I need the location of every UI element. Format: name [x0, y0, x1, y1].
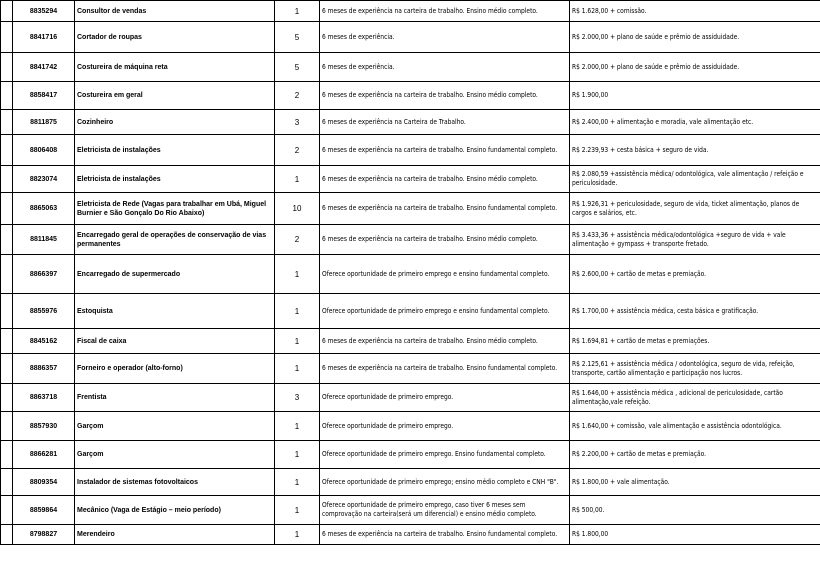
job-title-cell: Estoquista	[75, 294, 275, 329]
table-row	[1, 22, 820, 53]
job-title-cell: Forneiro e operador (alto-forno)	[75, 354, 275, 384]
salary-benefits-cell: R$ 2.000,00 + plano de saúde e prêmio de assiduidade.	[570, 22, 820, 53]
job-code-cell: 8857930	[13, 412, 75, 441]
salary-benefits-cell: R$ 2.080,59 +assistência médica/ odontológica, vale alimentação / refeição e periculosidade.	[570, 166, 820, 193]
requirements-cell: 6 meses de experiência na carteira de trabalho. Ensino fundamental completo.	[320, 354, 570, 384]
vacancy-count-cell: 2	[275, 225, 320, 255]
table-row	[1, 110, 820, 135]
vacancy-count-cell: 2	[275, 135, 320, 166]
salary-benefits-cell: R$ 1.628,00 + comissão.	[570, 1, 820, 22]
job-code-cell: 8798827	[13, 525, 75, 545]
table-row	[1, 354, 820, 384]
job-title-cell: Merendeiro	[75, 525, 275, 545]
salary-benefits-cell: R$ 2.600,00 + cartão de metas e premiação.	[570, 255, 820, 294]
job-code-cell: 8866397	[13, 255, 75, 294]
job-code-cell: 8865063	[13, 193, 75, 225]
table-row	[1, 82, 820, 110]
row-margin-cell	[1, 166, 13, 193]
row-margin-cell	[1, 441, 13, 469]
job-title-cell: Eletricista de Rede (Vagas para trabalhar em Ubá, Miguel Burnier e São Gonçalo Do Rio Abaixo)	[75, 193, 275, 225]
requirements-cell: 6 meses de experiência.	[320, 22, 570, 53]
row-margin-cell	[1, 135, 13, 166]
job-code-cell: 8859864	[13, 496, 75, 525]
job-code-cell: 8823074	[13, 166, 75, 193]
table-row	[1, 329, 820, 354]
vacancy-count-cell: 3	[275, 110, 320, 135]
table-row	[1, 441, 820, 469]
job-title-cell: Costureira de máquina reta	[75, 53, 275, 82]
table-row	[1, 294, 820, 329]
job-code-cell: 8858417	[13, 82, 75, 110]
job-code-cell: 8841742	[13, 53, 75, 82]
requirements-cell: Oferece oportunidade de primeiro emprego e ensino fundamental completo.	[320, 255, 570, 294]
job-code-cell: 8863718	[13, 384, 75, 412]
vacancy-count-cell: 1	[275, 496, 320, 525]
salary-benefits-cell: R$ 1.800,00 + vale alimentação.	[570, 469, 820, 496]
requirements-cell: 6 meses de experiência.	[320, 53, 570, 82]
job-code-cell: 8811845	[13, 225, 75, 255]
table-row	[1, 412, 820, 441]
table-row	[1, 193, 820, 225]
salary-benefits-cell: R$ 1.700,00 + assistência médica, cesta básica e gratificação.	[570, 294, 820, 329]
row-margin-cell	[1, 525, 13, 545]
row-margin-cell	[1, 354, 13, 384]
row-margin-cell	[1, 110, 13, 135]
salary-benefits-cell: R$ 2.239,93 + cesta básica + seguro de vida.	[570, 135, 820, 166]
row-margin-cell	[1, 22, 13, 53]
vacancy-count-cell: 1	[275, 166, 320, 193]
vacancy-count-cell: 1	[275, 354, 320, 384]
job-title-cell: Cozinheiro	[75, 110, 275, 135]
row-margin-cell	[1, 496, 13, 525]
job-title-cell: Consultor de vendas	[75, 1, 275, 22]
vacancy-count-cell: 1	[275, 441, 320, 469]
row-margin-cell	[1, 469, 13, 496]
salary-benefits-cell: R$ 3.433,36 + assistência médica/odontológica +seguro de vida + vale alimentação + gympass + transporte fretado.	[570, 225, 820, 255]
vacancy-count-cell: 3	[275, 384, 320, 412]
table-row	[1, 469, 820, 496]
job-title-cell: Cortador de roupas	[75, 22, 275, 53]
job-code-cell: 8845162	[13, 329, 75, 354]
job-title-cell: Encarregado geral de operações de conservação de vias permanentes	[75, 225, 275, 255]
salary-benefits-cell: R$ 500,00.	[570, 496, 820, 525]
job-title-cell: Eletricista de instalações	[75, 135, 275, 166]
job-title-cell: Mecânico (Vaga de Estágio – meio período)	[75, 496, 275, 525]
salary-benefits-cell: R$ 1.640,00 + comissão, vale alimentação e assistência odontológica.	[570, 412, 820, 441]
job-code-cell: 8855976	[13, 294, 75, 329]
salary-benefits-cell: R$ 2.400,00 + alimentação e moradia, vale alimentação etc.	[570, 110, 820, 135]
row-margin-cell	[1, 329, 13, 354]
job-code-cell: 8811875	[13, 110, 75, 135]
salary-benefits-cell: R$ 1.900,00	[570, 82, 820, 110]
row-margin-cell	[1, 1, 13, 22]
job-title-cell: Frentista	[75, 384, 275, 412]
job-code-cell: 8806408	[13, 135, 75, 166]
requirements-cell: 6 meses de experiência na carteira de trabalho. Ensino médio completo.	[320, 166, 570, 193]
vacancy-count-cell: 5	[275, 53, 320, 82]
row-margin-cell	[1, 53, 13, 82]
salary-benefits-cell: R$ 2.125,61 + assistência médica / odontológica, seguro de vida, refeição, transporte, cartão alimentação e participação nos lucros.	[570, 354, 820, 384]
table-row	[1, 255, 820, 294]
requirements-cell: 6 meses de experiência na carteira de trabalho. Ensino médio completo.	[320, 225, 570, 255]
job-title-cell: Instalador de sistemas fotovoltaicos	[75, 469, 275, 496]
salary-benefits-cell: R$ 2.000,00 + plano de saúde e prêmio de assiduidade.	[570, 53, 820, 82]
requirements-cell: Oferece oportunidade de primeiro emprego. Ensino fundamental completo.	[320, 441, 570, 469]
vacancy-count-cell: 10	[275, 193, 320, 225]
vacancy-count-cell: 1	[275, 294, 320, 329]
vacancy-count-cell: 2	[275, 82, 320, 110]
vacancy-count-cell: 1	[275, 469, 320, 496]
table-row	[1, 384, 820, 412]
job-title-cell: Eletricista de instalações	[75, 166, 275, 193]
requirements-cell: Oferece oportunidade de primeiro emprego.	[320, 412, 570, 441]
requirements-cell: 6 meses de experiência na carteira de trabalho. Ensino fundamental completo.	[320, 525, 570, 545]
requirements-cell: 6 meses de experiência na carteira de trabalho. Ensino médio completo.	[320, 82, 570, 110]
row-margin-cell	[1, 384, 13, 412]
salary-benefits-cell: R$ 2.200,00 + cartão de metas e premiação.	[570, 441, 820, 469]
requirements-cell: Oferece oportunidade de primeiro emprego e ensino fundamental completo.	[320, 294, 570, 329]
job-code-cell: 8835294	[13, 1, 75, 22]
row-margin-cell	[1, 225, 13, 255]
row-margin-cell	[1, 82, 13, 110]
job-title-cell: Garçom	[75, 441, 275, 469]
job-title-cell: Garçom	[75, 412, 275, 441]
requirements-cell: 6 meses de experiência na carteira de trabalho. Ensino fundamental completo.	[320, 193, 570, 225]
table-row	[1, 166, 820, 193]
job-code-cell: 8866281	[13, 441, 75, 469]
table-row	[1, 53, 820, 82]
vacancy-count-cell: 5	[275, 22, 320, 53]
salary-benefits-cell: R$ 1.694,81 + cartão de metas e premiações.	[570, 329, 820, 354]
salary-benefits-cell: R$ 1.800,00	[570, 525, 820, 545]
requirements-cell: 6 meses de experiência na Carteira de Trabalho.	[320, 110, 570, 135]
requirements-cell: 6 meses de experiência na carteira de trabalho. Ensino médio completo.	[320, 329, 570, 354]
vacancy-count-cell: 1	[275, 1, 320, 22]
row-margin-cell	[1, 255, 13, 294]
vacancy-count-cell: 1	[275, 412, 320, 441]
table-row	[1, 1, 820, 22]
job-code-cell: 8809354	[13, 469, 75, 496]
salary-benefits-cell: R$ 1.926,31 + periculosidade, seguro de vida, ticket alimentação, planos de cargos e salários, etc.	[570, 193, 820, 225]
job-title-cell: Costureira em geral	[75, 82, 275, 110]
job-title-cell: Encarregado de supermercado	[75, 255, 275, 294]
table-row	[1, 525, 820, 545]
vacancy-count-cell: 1	[275, 255, 320, 294]
requirements-cell: Oferece oportunidade de primeiro emprego, caso tiver 6 meses sem comprovação na carteira(será um diferencial) e ensino médio completo.	[320, 496, 570, 525]
table-row	[1, 496, 820, 525]
row-margin-cell	[1, 294, 13, 329]
table-row	[1, 135, 820, 166]
requirements-cell: Oferece oportunidade de primeiro emprego; ensino médio completo e CNH "B".	[320, 469, 570, 496]
requirements-cell: Oferece oportunidade de primeiro emprego.	[320, 384, 570, 412]
job-code-cell: 8886357	[13, 354, 75, 384]
vacancy-count-cell: 1	[275, 329, 320, 354]
salary-benefits-cell: R$ 1.646,00 + assistência médica , adicional de periculosidade, cartão alimentação,vale refeição.	[570, 384, 820, 412]
row-margin-cell	[1, 412, 13, 441]
job-rows	[1, 1, 820, 545]
job-title-cell: Fiscal de caixa	[75, 329, 275, 354]
job-code-cell: 8841716	[13, 22, 75, 53]
vacancy-count-cell: 1	[275, 525, 320, 545]
row-margin-cell	[1, 193, 13, 225]
table-row	[1, 225, 820, 255]
requirements-cell: 6 meses de experiência na carteira de trabalho. Ensino médio completo.	[320, 1, 570, 22]
requirements-cell: 6 meses de experiência na carteira de trabalho. Ensino fundamental completo.	[320, 135, 570, 166]
